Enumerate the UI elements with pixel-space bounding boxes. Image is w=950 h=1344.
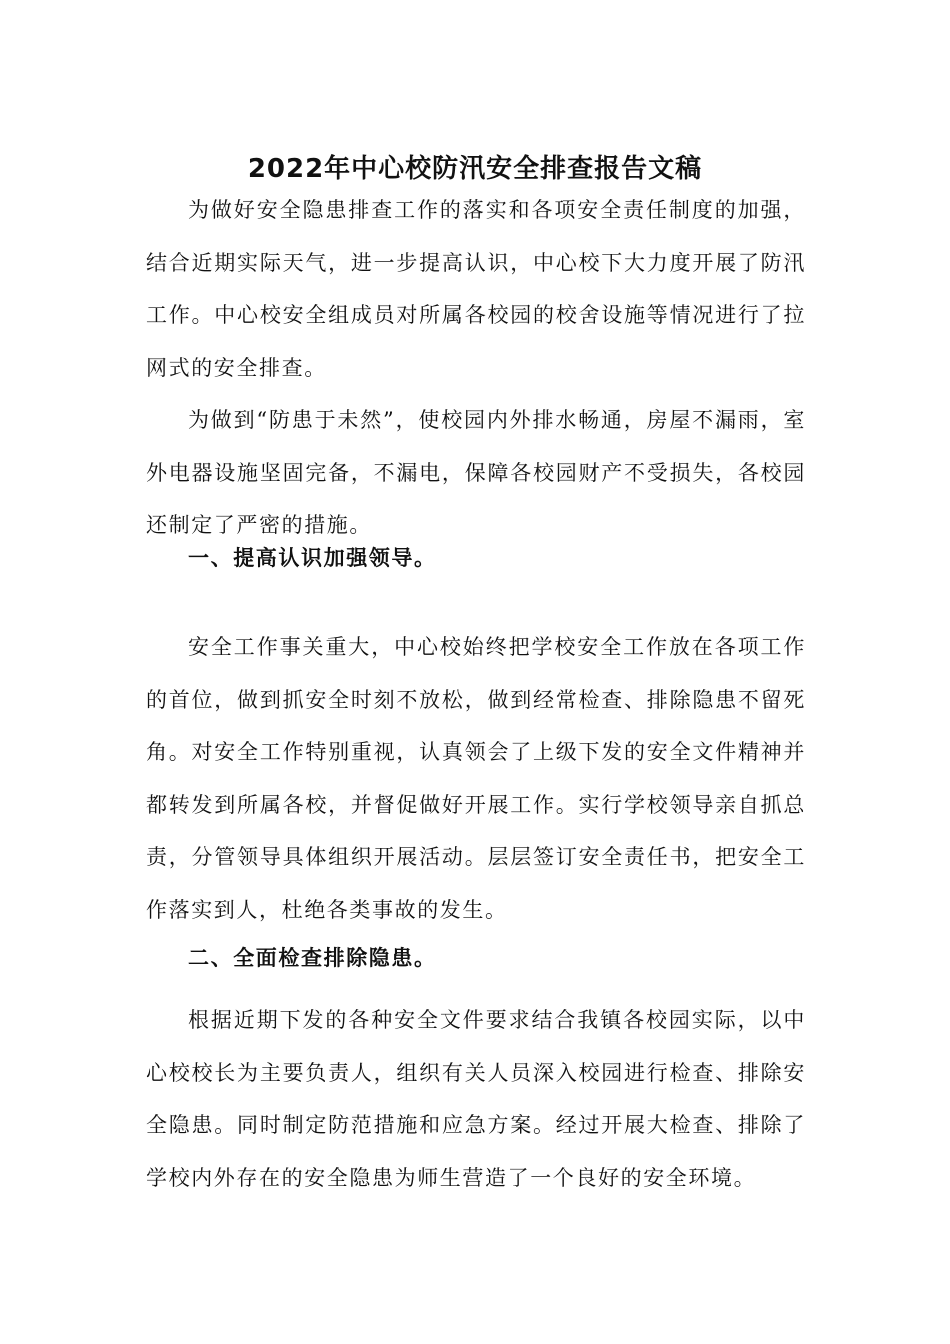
section-heading-2: 二、全面检查排除隐患。	[188, 946, 437, 970]
section-heading-1: 一、提高认识加强领导。	[188, 546, 437, 570]
paragraph-measures: 为做到“防患于未然”，使校园内外排水畅通，房屋不漏雨，室外电器设施坚固完备，不漏电，保障各校园财产不受损失，各校园还制定了严密的措施。	[146, 408, 806, 537]
paragraph-intro: 为做好安全隐患排查工作的落实和各项安全责任制度的加强，结合近期实际天气，进一步提高认识，中心校下大力度开展了防汛工作。中心校安全组成员对所属各校园的校舍设施等情况进行了拉网式的安全排查。	[146, 198, 806, 380]
paragraph-leadership: 安全工作事关重大，中心校始终把学校安全工作放在各项工作的首位，做到抓安全时刻不放松，做到经常检查、排除隐患不留死角。对安全工作特别重视，认真领会了上级下发的安全文件精神并都转发到所属各校，并督促做好开展工作。实行学校领导亲自抓总责，分管领导具体组织开展活动。层层签订安全责任书，把安全工作落实到人，杜绝各类事故的发生。	[146, 635, 806, 922]
document-title: 2022年中心校防汛安全排查报告文稿	[247, 154, 703, 185]
paragraph-inspection: 根据近期下发的各种安全文件要求结合我镇各校园实际，以中心校校长为主要负责人，组织有关人员深入校园进行检查、排除安全隐患。同时制定防范措施和应急方案。经过开展大检查、排除了学校内外存在的安全隐患为师生营造了一个良好的安全环境。	[146, 1008, 806, 1190]
